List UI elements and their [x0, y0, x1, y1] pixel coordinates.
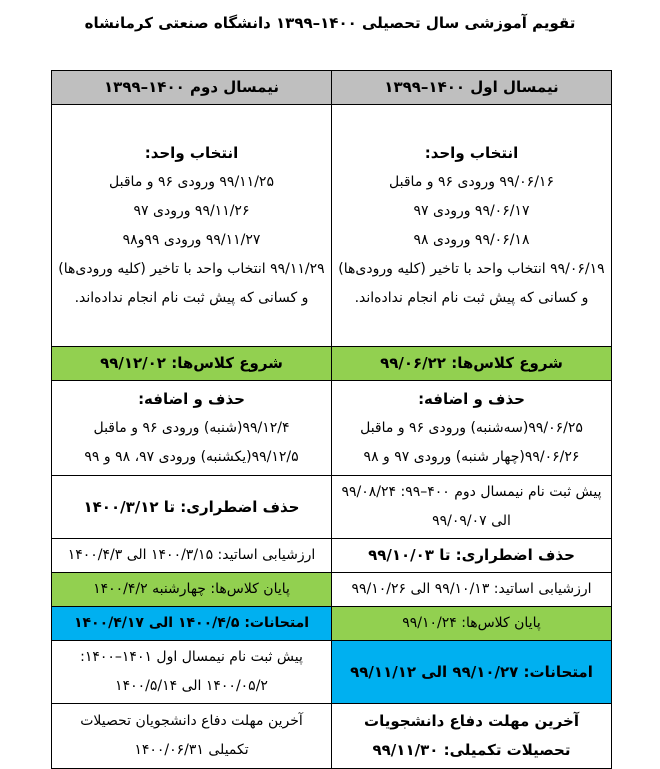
sem2-reg-line: ۹۹/۱۱/۲۷ ورودی ۹۹و۹۸ [122, 231, 261, 248]
sem1-add-drop [332, 381, 612, 476]
sem2-add-drop [52, 381, 332, 476]
exams-prereg-row [52, 641, 612, 704]
sem1-header: نیمسال اول ۱۴۰۰–۱۳۹۹ [332, 71, 612, 105]
sem2-adddrop-line: ۹۹/۱۲/۵(یکشنبه) ورودی ۹۷، ۹۸ و ۹۹ [84, 448, 299, 465]
sem1-reg-line: ۹۹/۰۶/۱۷ ورودی ۹۷ [413, 202, 530, 219]
header-row [52, 71, 612, 105]
classes-start-row [52, 347, 612, 381]
sem1-classes-end: پایان کلاس‌ها: ۹۹/۱۰/۲۴ [332, 607, 612, 641]
sem1-reg-line: ۹۹/۰۶/۱۸ ورودی ۹۸ [413, 231, 530, 248]
sem1-adddrop-line: ۹۹/۰۶/۲۶(چهار شنبه) ورودی ۹۷ و ۹۸ [363, 448, 580, 465]
sem2-reg-line: ۹۹/۱۱/۲۵ ورودی ۹۶ و ماقبل [109, 173, 274, 190]
sem2-defense-deadline: آخرین مهلت دفاع دانشجویان تحصیلات تکمیلی ۱۴۰۰/۰۶/۳۱ [52, 704, 332, 769]
sem2-evaluation: ارزشیابی اساتید: ۱۴۰۰/۳/۱۵ الی ۱۴۰۰/۴/۳ [52, 539, 332, 573]
sem2-prereg: پیش ثبت نام نیمسال اول ۱۴۰۱–۱۴۰۰: ۱۴۰۰/۰۵/۲ الی ۱۴۰۰/۵/۱۴ [52, 641, 332, 704]
sem2-header: نیمسال دوم ۱۴۰۰–۱۳۹۹ [52, 71, 332, 105]
sem2-reg-title: انتخاب واحد: [144, 143, 239, 162]
sem2-exams: امتحانات: ۱۴۰۰/۴/۵ الی ۱۴۰۰/۴/۱۷ [52, 607, 332, 641]
sem2-emergency-drop: حذف اضطراری: تا ۱۴۰۰/۳/۱۲ [52, 476, 332, 539]
academic-calendar-table [51, 70, 612, 769]
registration-row [52, 105, 612, 347]
add-drop-row [52, 381, 612, 476]
sem1-registration [332, 105, 612, 347]
sem1-adddrop-line: ۹۹/۰۶/۲۵(سه‌شنبه) ورودی ۹۶ و ماقبل [360, 419, 583, 436]
sem1-reg-line: ۹۹/۰۶/۱۹ انتخاب واحد با تاخیر (کلیه ورودی‌ها) و کسانی که پیش ثبت نام انجام نداده‌اند. [338, 260, 605, 306]
sem2-adddrop-title: حذف و اضافه: [138, 389, 245, 408]
sem1-reg-line: ۹۹/۰۶/۱۶ ورودی ۹۶ و ماقبل [389, 173, 554, 190]
defense-deadline-row [52, 704, 612, 769]
sem2-reg-line: ۹۹/۱۱/۲۹ انتخاب واحد با تاخیر (کلیه ورودی‌ها) و کسانی که پیش ثبت نام انجام نداده‌اند. [58, 260, 325, 306]
sem1-evaluation: ارزشیابی اساتید: ۹۹/۱۰/۱۳ الی ۹۹/۱۰/۲۶ [332, 573, 612, 607]
sem1-prereg: پیش ثبت نام نیمسال دوم ۴۰۰–۹۹: ۹۹/۰۸/۲۴ الی ۹۹/۰۹/۰۷ [332, 476, 612, 539]
sem2-classes-start: شروع کلاس‌ها: ۹۹/۱۲/۰۲ [52, 347, 332, 381]
prereg-emergency-row [52, 476, 612, 539]
sem1-exams: امتحانات: ۹۹/۱۰/۲۷ الی ۹۹/۱۱/۱۲ [332, 641, 612, 704]
classes-end-exams-row [52, 607, 612, 641]
sem1-emergency-drop: حذف اضطراری: تا ۹۹/۱۰/۰۳ [332, 539, 612, 573]
sem1-adddrop-title: حذف و اضافه: [418, 389, 525, 408]
sem1-classes-start: شروع کلاس‌ها: ۹۹/۰۶/۲۲ [332, 347, 612, 381]
sem2-adddrop-line: ۹۹/۱۲/۴(شنبه) ورودی ۹۶ و ماقبل [93, 419, 290, 436]
sem2-registration [52, 105, 332, 347]
sem1-reg-title: انتخاب واحد: [424, 143, 519, 162]
emergency-evaluation-row [52, 539, 612, 573]
sem2-classes-end: پایان کلاس‌ها: چهارشنبه ۱۴۰۰/۴/۲ [52, 573, 332, 607]
sem1-defense-deadline: آخرین مهلت دفاع دانشجویات تحصیلات تکمیلی: ۹۹/۱۱/۳۰ [332, 704, 612, 769]
sem2-reg-line: ۹۹/۱۱/۲۶ ورودی ۹۷ [133, 202, 250, 219]
page-title: تقویم آموزشی سال تحصیلی ۱۴۰۰–۱۳۹۹ دانشگاه صنعتی کرمانشاه [84, 14, 576, 32]
evaluation-classes-end-row [52, 573, 612, 607]
